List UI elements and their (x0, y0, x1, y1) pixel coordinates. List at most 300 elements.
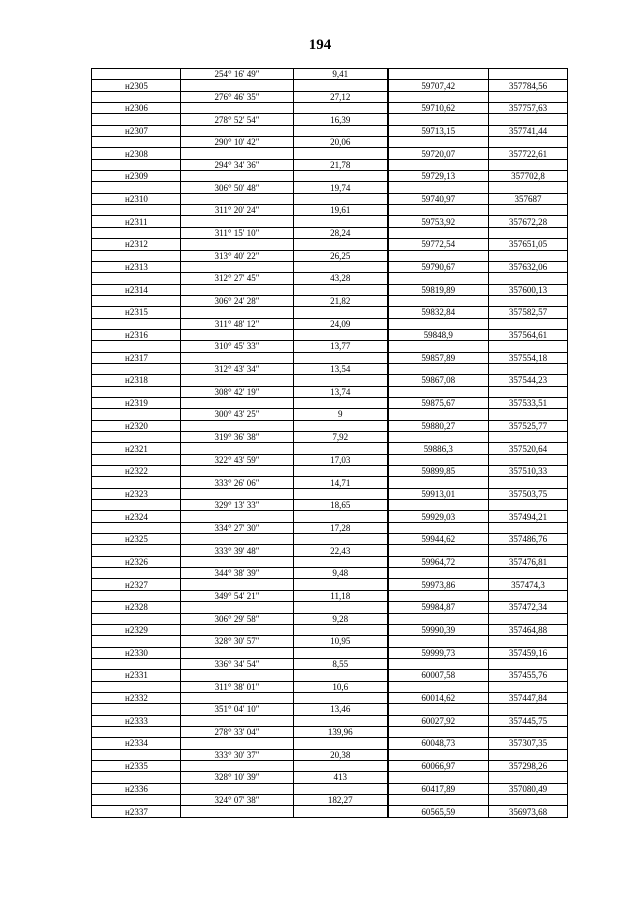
empty-cell (489, 409, 568, 420)
empty-cell (181, 80, 294, 91)
direction-angle-cell: 294° 34' 36" (181, 159, 294, 170)
empty-cell (489, 205, 568, 216)
empty-cell (294, 738, 388, 749)
segment-row (92, 182, 568, 193)
point-row (92, 488, 568, 499)
empty-cell (92, 749, 181, 760)
y-coordinate-cell: 357582,57 (489, 307, 568, 318)
segment-row (92, 658, 568, 669)
point-row (92, 420, 568, 431)
empty-cell (388, 432, 489, 443)
empty-cell (388, 545, 489, 556)
empty-cell (489, 772, 568, 783)
empty-cell (489, 182, 568, 193)
empty-cell (388, 613, 489, 624)
empty-cell (489, 318, 568, 329)
empty-cell (294, 670, 388, 681)
empty-cell (294, 602, 388, 613)
y-coordinate-cell: 357503,75 (489, 488, 568, 499)
point-row (92, 307, 568, 318)
distance-cell: 21,82 (294, 295, 388, 306)
direction-angle-cell: 311° 20' 24" (181, 205, 294, 216)
point-row (92, 148, 568, 159)
y-coordinate-cell: 357722,61 (489, 148, 568, 159)
x-coordinate-cell: 59913,01 (388, 488, 489, 499)
x-coordinate-cell: 59772,54 (388, 239, 489, 250)
empty-cell (489, 681, 568, 692)
empty-cell (181, 738, 294, 749)
empty-cell (181, 466, 294, 477)
segment-row (92, 318, 568, 329)
y-coordinate-cell: 357459,16 (489, 647, 568, 658)
y-coordinate-cell: 357080,49 (489, 783, 568, 794)
direction-angle-cell: 278° 52' 54" (181, 114, 294, 125)
empty-cell (294, 579, 388, 590)
point-name-cell: н2327 (92, 579, 181, 590)
point-row (92, 216, 568, 227)
empty-cell (181, 103, 294, 114)
point-row (92, 624, 568, 635)
direction-angle-cell: 310° 45' 33" (181, 341, 294, 352)
empty-cell (388, 69, 489, 80)
distance-cell: 11,18 (294, 590, 388, 601)
direction-angle-cell: 333° 39' 48" (181, 545, 294, 556)
x-coordinate-cell: 59729,13 (388, 171, 489, 182)
distance-cell: 26,25 (294, 250, 388, 261)
empty-cell (388, 704, 489, 715)
empty-cell (181, 125, 294, 136)
point-row (92, 511, 568, 522)
direction-angle-cell: 333° 26' 06" (181, 477, 294, 488)
direction-angle-cell: 328° 10' 39" (181, 772, 294, 783)
empty-cell (92, 69, 181, 80)
segment-row (92, 500, 568, 511)
point-name-cell: н2330 (92, 647, 181, 658)
page-number: 194 (308, 37, 332, 53)
y-coordinate-cell: 357464,88 (489, 624, 568, 635)
empty-cell (388, 681, 489, 692)
y-coordinate-cell: 357494,21 (489, 511, 568, 522)
point-row (92, 261, 568, 272)
point-row (92, 125, 568, 136)
empty-cell (181, 171, 294, 182)
empty-cell (92, 522, 181, 533)
x-coordinate-cell: 59964,72 (388, 556, 489, 567)
point-name-cell: н2334 (92, 738, 181, 749)
distance-cell: 139,96 (294, 726, 388, 737)
empty-cell (181, 148, 294, 159)
empty-cell (388, 295, 489, 306)
y-coordinate-cell: 357472,34 (489, 602, 568, 613)
distance-cell: 14,71 (294, 477, 388, 488)
empty-cell (489, 658, 568, 669)
x-coordinate-cell: 59984,87 (388, 602, 489, 613)
x-coordinate-cell: 59753,92 (388, 216, 489, 227)
empty-cell (388, 386, 489, 397)
empty-cell (92, 658, 181, 669)
empty-cell (294, 443, 388, 454)
distance-cell: 20,06 (294, 137, 388, 148)
y-coordinate-cell: 357520,64 (489, 443, 568, 454)
empty-cell (489, 726, 568, 737)
direction-angle-cell: 328° 30' 57" (181, 636, 294, 647)
empty-cell (181, 556, 294, 567)
direction-angle-cell: 313° 40' 22" (181, 250, 294, 261)
point-name-cell: н2323 (92, 488, 181, 499)
segment-row (92, 137, 568, 148)
empty-cell (181, 397, 294, 408)
coordinates-table-body (92, 69, 568, 818)
point-name-cell: н2316 (92, 329, 181, 340)
empty-cell (489, 545, 568, 556)
y-coordinate-cell: 357554,18 (489, 352, 568, 363)
empty-cell (294, 466, 388, 477)
segment-row (92, 545, 568, 556)
direction-angle-cell: 334° 27' 30" (181, 522, 294, 533)
segment-row (92, 205, 568, 216)
empty-cell (294, 806, 388, 817)
x-coordinate-cell: 60048,73 (388, 738, 489, 749)
distance-cell: 13,54 (294, 363, 388, 374)
y-coordinate-cell: 357651,05 (489, 239, 568, 250)
empty-cell (294, 261, 388, 272)
empty-cell (294, 715, 388, 726)
empty-cell (489, 227, 568, 238)
x-coordinate-cell: 59929,03 (388, 511, 489, 522)
segment-row (92, 704, 568, 715)
point-row (92, 239, 568, 250)
point-row (92, 715, 568, 726)
empty-cell (489, 749, 568, 760)
point-row (92, 193, 568, 204)
distance-cell: 10,95 (294, 636, 388, 647)
distance-cell: 17,03 (294, 454, 388, 465)
empty-cell (181, 624, 294, 635)
distance-cell: 7,92 (294, 432, 388, 443)
point-name-cell: н2307 (92, 125, 181, 136)
empty-cell (294, 647, 388, 658)
point-name-cell: н2325 (92, 534, 181, 545)
point-name-cell: н2333 (92, 715, 181, 726)
direction-angle-cell: 322° 43' 59" (181, 454, 294, 465)
empty-cell (92, 545, 181, 556)
empty-cell (92, 341, 181, 352)
distance-cell: 413 (294, 772, 388, 783)
empty-cell (489, 613, 568, 624)
empty-cell (388, 477, 489, 488)
y-coordinate-cell: 357784,56 (489, 80, 568, 91)
segment-row (92, 69, 568, 80)
direction-angle-cell: 306° 29' 58" (181, 613, 294, 624)
x-coordinate-cell: 59819,89 (388, 284, 489, 295)
x-coordinate-cell: 60066,97 (388, 760, 489, 771)
x-coordinate-cell: 59990,39 (388, 624, 489, 635)
segment-row (92, 409, 568, 420)
segment-row (92, 159, 568, 170)
point-row (92, 466, 568, 477)
empty-cell (388, 91, 489, 102)
point-row (92, 352, 568, 363)
empty-cell (294, 375, 388, 386)
empty-cell (489, 363, 568, 374)
empty-cell (489, 795, 568, 806)
direction-angle-cell: 344° 38' 39" (181, 568, 294, 579)
x-coordinate-cell: 59857,89 (388, 352, 489, 363)
point-row (92, 692, 568, 703)
x-coordinate-cell: 59944,62 (388, 534, 489, 545)
direction-angle-cell: 306° 24' 28" (181, 295, 294, 306)
distance-cell: 9,28 (294, 613, 388, 624)
point-name-cell: н2319 (92, 397, 181, 408)
x-coordinate-cell: 60417,89 (388, 783, 489, 794)
empty-cell (388, 590, 489, 601)
point-row (92, 284, 568, 295)
distance-cell: 24,09 (294, 318, 388, 329)
x-coordinate-cell: 59999,73 (388, 647, 489, 658)
empty-cell (181, 692, 294, 703)
direction-angle-cell: 311° 15' 10" (181, 227, 294, 238)
empty-cell (181, 307, 294, 318)
segment-row (92, 590, 568, 601)
point-row (92, 171, 568, 182)
empty-cell (294, 760, 388, 771)
empty-cell (388, 795, 489, 806)
empty-cell (181, 193, 294, 204)
empty-cell (388, 658, 489, 669)
empty-cell (181, 806, 294, 817)
empty-cell (388, 726, 489, 737)
direction-angle-cell: 312° 43' 34" (181, 363, 294, 374)
segment-row (92, 432, 568, 443)
segment-row (92, 613, 568, 624)
point-name-cell: н2328 (92, 602, 181, 613)
distance-cell: 21,78 (294, 159, 388, 170)
empty-cell (181, 488, 294, 499)
empty-cell (92, 182, 181, 193)
empty-cell (92, 795, 181, 806)
distance-cell: 10,6 (294, 681, 388, 692)
point-name-cell: н2332 (92, 692, 181, 703)
empty-cell (294, 80, 388, 91)
segment-row (92, 227, 568, 238)
direction-angle-cell: 306° 50' 48" (181, 182, 294, 193)
segment-row (92, 772, 568, 783)
point-name-cell: н2317 (92, 352, 181, 363)
empty-cell (489, 159, 568, 170)
empty-cell (181, 329, 294, 340)
distance-cell: 19,61 (294, 205, 388, 216)
empty-cell (489, 250, 568, 261)
direction-angle-cell: 311° 38' 01" (181, 681, 294, 692)
empty-cell (489, 500, 568, 511)
empty-cell (489, 386, 568, 397)
empty-cell (92, 704, 181, 715)
point-row (92, 103, 568, 114)
segment-row (92, 295, 568, 306)
empty-cell (181, 534, 294, 545)
x-coordinate-cell: 59720,07 (388, 148, 489, 159)
empty-cell (489, 522, 568, 533)
point-name-cell: н2336 (92, 783, 181, 794)
empty-cell (92, 250, 181, 261)
empty-cell (181, 420, 294, 431)
segment-row (92, 568, 568, 579)
distance-cell: 20,38 (294, 749, 388, 760)
empty-cell (294, 239, 388, 250)
empty-cell (92, 613, 181, 624)
empty-cell (388, 227, 489, 238)
x-coordinate-cell: 60014,62 (388, 692, 489, 703)
empty-cell (92, 500, 181, 511)
point-name-cell: н2313 (92, 261, 181, 272)
empty-cell (388, 772, 489, 783)
empty-cell (294, 148, 388, 159)
empty-cell (294, 329, 388, 340)
direction-angle-cell: 349° 54' 21" (181, 590, 294, 601)
point-row (92, 556, 568, 567)
empty-cell (388, 341, 489, 352)
direction-angle-cell: 290° 10' 42" (181, 137, 294, 148)
empty-cell (388, 205, 489, 216)
x-coordinate-cell: 59790,67 (388, 261, 489, 272)
empty-cell (294, 284, 388, 295)
x-coordinate-cell: 59707,42 (388, 80, 489, 91)
y-coordinate-cell: 357474,3 (489, 579, 568, 590)
segment-row (92, 749, 568, 760)
empty-cell (92, 91, 181, 102)
empty-cell (388, 636, 489, 647)
y-coordinate-cell: 357525,77 (489, 420, 568, 431)
direction-angle-cell: 300° 43' 25" (181, 409, 294, 420)
direction-angle-cell: 276° 46' 35" (181, 91, 294, 102)
empty-cell (92, 454, 181, 465)
point-name-cell: н2312 (92, 239, 181, 250)
empty-cell (181, 443, 294, 454)
direction-angle-cell: 278° 33' 04" (181, 726, 294, 737)
point-row (92, 329, 568, 340)
empty-cell (92, 568, 181, 579)
empty-cell (92, 590, 181, 601)
empty-cell (388, 318, 489, 329)
point-name-cell: н2306 (92, 103, 181, 114)
empty-cell (294, 216, 388, 227)
segment-row (92, 477, 568, 488)
distance-cell: 9,48 (294, 568, 388, 579)
x-coordinate-cell: 59886,3 (388, 443, 489, 454)
segment-row (92, 341, 568, 352)
direction-angle-cell: 329° 13' 33" (181, 500, 294, 511)
empty-cell (489, 295, 568, 306)
empty-cell (489, 454, 568, 465)
y-coordinate-cell: 357564,61 (489, 329, 568, 340)
empty-cell (294, 534, 388, 545)
x-coordinate-cell: 59899,85 (388, 466, 489, 477)
empty-cell (92, 477, 181, 488)
distance-cell: 18,65 (294, 500, 388, 511)
empty-cell (181, 579, 294, 590)
x-coordinate-cell: 59832,84 (388, 307, 489, 318)
point-row (92, 647, 568, 658)
y-coordinate-cell: 357510,33 (489, 466, 568, 477)
point-row (92, 760, 568, 771)
point-name-cell: н2310 (92, 193, 181, 204)
empty-cell (92, 432, 181, 443)
point-name-cell: н2308 (92, 148, 181, 159)
distance-cell: 13,77 (294, 341, 388, 352)
segment-row (92, 681, 568, 692)
empty-cell (489, 91, 568, 102)
empty-cell (294, 692, 388, 703)
direction-angle-cell: 333° 30' 37" (181, 749, 294, 760)
y-coordinate-cell: 357447,84 (489, 692, 568, 703)
y-coordinate-cell: 356973,68 (489, 806, 568, 817)
empty-cell (388, 749, 489, 760)
empty-cell (388, 250, 489, 261)
segment-row (92, 91, 568, 102)
empty-cell (388, 522, 489, 533)
point-name-cell: н2321 (92, 443, 181, 454)
segment-row (92, 522, 568, 533)
x-coordinate-cell: 60027,92 (388, 715, 489, 726)
empty-cell (489, 704, 568, 715)
empty-cell (489, 273, 568, 284)
direction-angle-cell: 324° 07' 38" (181, 795, 294, 806)
empty-cell (294, 488, 388, 499)
empty-cell (181, 239, 294, 250)
point-row (92, 397, 568, 408)
empty-cell (489, 477, 568, 488)
y-coordinate-cell: 357672,28 (489, 216, 568, 227)
empty-cell (92, 386, 181, 397)
empty-cell (92, 726, 181, 737)
distance-cell: 9 (294, 409, 388, 420)
empty-cell (294, 783, 388, 794)
x-coordinate-cell: 60007,58 (388, 670, 489, 681)
y-coordinate-cell: 357687 (489, 193, 568, 204)
x-coordinate-cell: 59740,97 (388, 193, 489, 204)
empty-cell (388, 159, 489, 170)
segment-row (92, 114, 568, 125)
empty-cell (181, 352, 294, 363)
empty-cell (388, 409, 489, 420)
empty-cell (489, 114, 568, 125)
x-coordinate-cell: 59848,9 (388, 329, 489, 340)
y-coordinate-cell: 357741,44 (489, 125, 568, 136)
x-coordinate-cell: 60565,59 (388, 806, 489, 817)
empty-cell (92, 227, 181, 238)
point-row (92, 375, 568, 386)
point-name-cell: н2322 (92, 466, 181, 477)
x-coordinate-cell: 59713,15 (388, 125, 489, 136)
empty-cell (181, 216, 294, 227)
distance-cell: 182,27 (294, 795, 388, 806)
direction-angle-cell: 311° 48' 12" (181, 318, 294, 329)
empty-cell (181, 670, 294, 681)
empty-cell (294, 624, 388, 635)
empty-cell (181, 284, 294, 295)
empty-cell (181, 760, 294, 771)
distance-cell: 43,28 (294, 273, 388, 284)
direction-angle-cell: 351° 04' 10" (181, 704, 294, 715)
segment-row (92, 250, 568, 261)
point-row (92, 670, 568, 681)
point-row (92, 783, 568, 794)
x-coordinate-cell: 59867,08 (388, 375, 489, 386)
empty-cell (92, 772, 181, 783)
y-coordinate-cell: 357455,76 (489, 670, 568, 681)
point-row (92, 80, 568, 91)
empty-cell (388, 137, 489, 148)
